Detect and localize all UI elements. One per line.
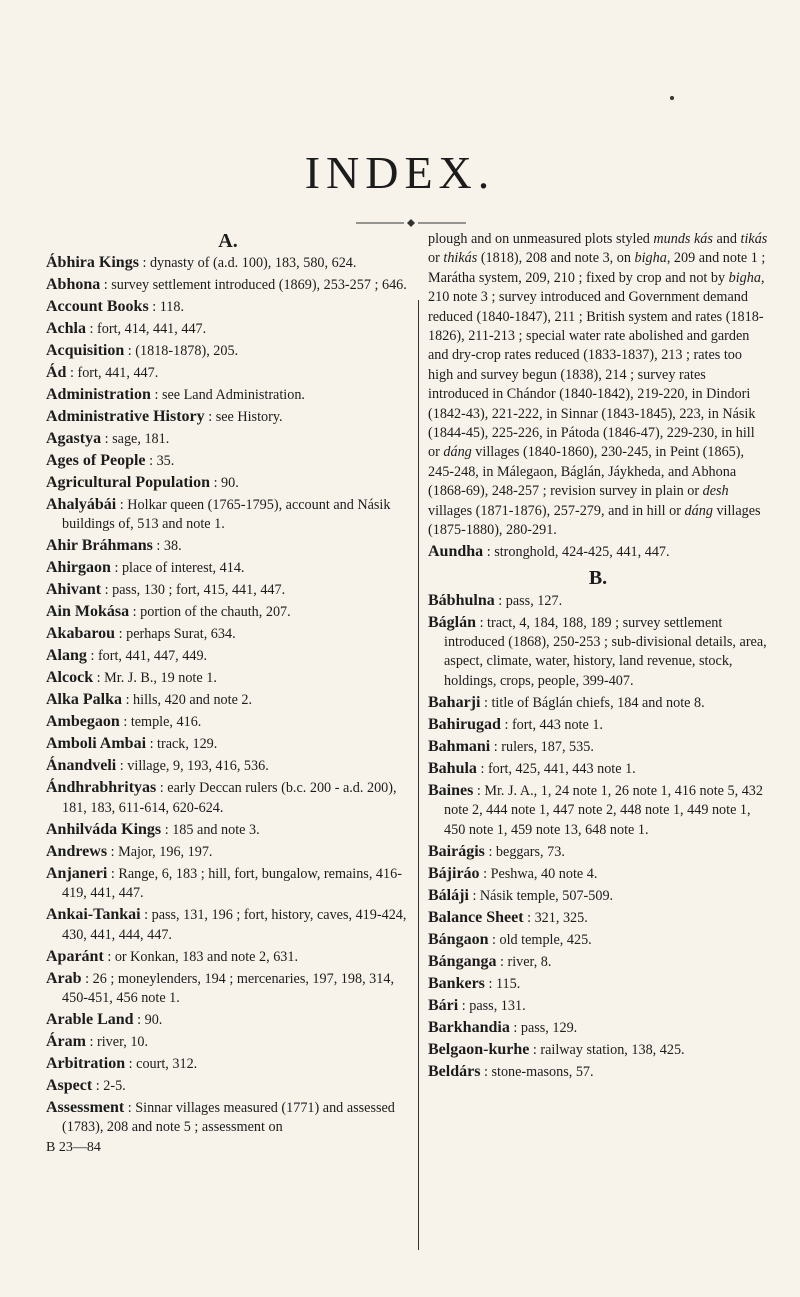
entry-references: : fort, 443 note 1. — [500, 716, 603, 733]
entry-references: : pass, 131. — [458, 997, 526, 1014]
entry-references: : pass, 127. — [494, 592, 563, 609]
entry-headword: Assessment — [46, 1099, 125, 1117]
index-entry — [46, 297, 410, 317]
entry-headword: Alcock — [46, 669, 94, 687]
entry-headword: Ages of People — [46, 452, 146, 469]
index-entry — [46, 341, 410, 361]
entry-headword: Achla — [46, 320, 86, 337]
index-entry — [428, 591, 768, 611]
entry-headword: Ahir Bráhmans — [46, 537, 153, 555]
entry-headword: Bahirugad — [428, 715, 501, 733]
entry-references: : place of interest, 414. — [110, 560, 245, 577]
entry-references: : (1818-1878), 205. — [124, 343, 239, 359]
entry-headword: Belgaon-kurhe — [428, 1040, 530, 1058]
print-speck — [670, 96, 674, 100]
entry-references: : stone-masons, 57. — [480, 1063, 594, 1080]
index-entry — [428, 715, 768, 735]
entry-references: : track, 129. — [146, 736, 218, 753]
entry-references: : river, 10. — [85, 1034, 149, 1051]
index-entry — [428, 930, 768, 950]
index-entry — [46, 624, 410, 644]
entry-headword: Arab — [46, 969, 82, 987]
entry-headword: Bábhulna — [428, 591, 495, 609]
entry-headword: Arable Land — [46, 1011, 134, 1029]
index-entry — [46, 905, 410, 945]
entry-headword: Agastya — [46, 430, 102, 447]
title-ornament-divider — [356, 218, 466, 228]
entry-references: : fort, 441, 447, 449. — [86, 648, 208, 665]
entry-references: : beggars, 73. — [484, 843, 565, 860]
section-letter-b: B. — [588, 566, 608, 589]
entry-references: : survey settlement introduced (1869), 253-257 ; 646. — [100, 277, 407, 293]
entry-references: : Mr. J. A., 1, 24 note 1, 26 note 1, 416 note 5, 432 note 2, 444 note 1, 447 note 2, 448 note 1, 449 note 1, 450 note 1, 459 note 13, 648 note 1. — [444, 782, 763, 838]
entry-headword: Bairágis — [428, 842, 485, 860]
entry-list-a — [46, 253, 410, 1138]
entry-references: : court, 312. — [125, 1056, 198, 1073]
entry-headword: Arbitration — [46, 1055, 126, 1073]
entry-headword: Aparánt — [46, 947, 104, 965]
entry-references: : temple, 416. — [119, 714, 202, 731]
index-entry — [46, 451, 410, 471]
index-entry — [46, 536, 410, 556]
entry-headword: Bári — [428, 996, 459, 1014]
index-entry — [46, 275, 410, 295]
entry-headword: Ánandveli — [46, 757, 117, 775]
entry-references: : stronghold, 424-425, 441, 447. — [483, 544, 670, 561]
entry-headword: Andrews — [46, 842, 108, 860]
entry-headword: Abhona — [46, 276, 101, 293]
entry-references: : old temple, 425. — [488, 931, 592, 948]
entry-references: : pass, 131, 196 ; fort, history, caves, 419-424, 430, 441, 444, 447. — [62, 907, 407, 943]
index-entry — [428, 1018, 768, 1038]
index-entry — [428, 759, 768, 779]
index-entry — [46, 668, 410, 688]
entry-references: : sage, 181. — [101, 431, 170, 447]
index-entry — [46, 495, 410, 535]
entry-references: : 90. — [133, 1012, 163, 1029]
entry-references: : Range, 6, 183 ; hill, fort, bungalow, remains, 416-419, 441, 447. — [62, 865, 402, 902]
entry-references: : Major, 196, 197. — [107, 843, 213, 860]
entry-references: : portion of the chauth, 207. — [129, 604, 291, 621]
index-entry — [46, 253, 410, 273]
index-entry — [428, 864, 768, 884]
entry-references: : river, 8. — [496, 953, 552, 970]
index-entry — [428, 781, 768, 840]
index-entry — [428, 542, 768, 562]
index-entry — [46, 580, 410, 600]
index-entry — [46, 1054, 410, 1074]
entry-headword: Acquisition — [46, 342, 125, 359]
index-entry — [428, 908, 768, 928]
index-entry — [46, 947, 410, 967]
index-entry — [46, 864, 410, 904]
index-entry — [46, 646, 410, 666]
index-column-right — [428, 230, 768, 1084]
index-entry — [46, 1076, 410, 1096]
entry-references: : Peshwa, 40 note 4. — [479, 865, 598, 882]
index-entry — [46, 558, 410, 578]
entry-headword: Báláji — [428, 886, 469, 904]
entry-headword: Anjaneri — [46, 864, 108, 882]
index-entry — [428, 1040, 768, 1060]
entry-references: : hills, 420 and note 2. — [122, 692, 253, 709]
entry-references: : 115. — [484, 975, 521, 992]
index-entry — [428, 842, 768, 862]
signature-mark: B 23—84 — [46, 1140, 101, 1156]
entry-references: : or Konkan, 183 and note 2, 631. — [103, 948, 299, 965]
index-entry — [46, 712, 410, 732]
section-letter-a: A. — [218, 230, 238, 252]
entry-headword: Ankai-Tankai — [46, 906, 141, 924]
entry-headword: Baharji — [428, 693, 481, 711]
index-entry — [46, 690, 410, 710]
entry-headword: Bánganga — [428, 952, 497, 970]
index-entry — [46, 473, 410, 493]
entry-references: : 2-5. — [92, 1078, 126, 1095]
entry-references: : early Deccan rulers (b.c. 200 - a.d. 200), 181, 183, 611-614, 620-624. — [62, 780, 397, 816]
entry-headword: Akabarou — [46, 625, 116, 643]
entry-headword: Ahalyábái — [46, 496, 117, 513]
index-entry — [46, 778, 410, 818]
page-title: INDEX. — [304, 147, 496, 198]
entry-references: : title of Báglán chiefs, 184 and note 8. — [480, 694, 705, 711]
entry-headword: Aundha — [428, 543, 484, 561]
entry-references: : rulers, 187, 535. — [490, 738, 594, 755]
entry-headword: Administration — [46, 386, 151, 403]
index-entry — [46, 429, 410, 449]
index-entry — [428, 737, 768, 757]
entry-headword: Beldárs — [428, 1062, 481, 1080]
entry-references: : fort, 425, 441, 443 note 1. — [476, 760, 636, 777]
index-entry — [46, 385, 410, 405]
entry-headword: Anhilváda Kings — [46, 820, 162, 838]
continued-entry-text: plough and on unmeasured plots styled munds kás and tikás or thikás (1818), 208 and note 3, on bigha, 209 and note 1 ; Marátha system, 209, 210 ; fixed by crop and not by bigha, 210 note 3 ; survey introduced and Government demand reduced (1840-1847), 211 ; British system and rates (1818-1826), 211-213 ; special water rate abolished and garden and dry-crop rates reduced (1833-1837), 213 ; rates too high and survey begun (1838), 214 ; survey rates introduced in Chándor (1840-1842), 219-220, in Dindori (1842-43), 221-222, in Sinnar (1843-1845), 223, in Násik (1844-45), 225-226, in Pátoda (1846-47), 229-230, in hill or dáng villages (1840-1860), 230-245, in Peint (1865), 245-248, in Málegaon, Báglán, Jáykheda, and Abhona (1868-69), 248-257 ; revision survey in plain or desh villages (1871-1876), 257-279, and in hill or dáng villages (1875-1880), 280-291. — [428, 231, 768, 539]
entry-references: : fort, 441, 447. — [66, 365, 159, 381]
entry-references: : village, 9, 193, 416, 536. — [116, 758, 269, 775]
entry-headword: Alka Palka — [46, 691, 123, 709]
entry-references: : Násik temple, 507-509. — [468, 887, 614, 904]
entry-references: : 185 and note 3. — [161, 821, 260, 838]
index-column-left — [46, 230, 410, 1157]
entry-headword: Agricultural Population — [46, 474, 211, 491]
index-entry — [428, 613, 768, 692]
entry-headword: Aspect — [46, 1077, 93, 1095]
index-entry — [46, 842, 410, 862]
entry-headword: Bankers — [428, 974, 485, 992]
index-entry — [428, 886, 768, 906]
entry-headword: Baines — [428, 781, 474, 799]
index-entry — [46, 363, 410, 383]
entry-headword: Ándhrabhrityas — [46, 779, 157, 797]
index-entry — [46, 319, 410, 339]
index-entry — [46, 756, 410, 776]
entry-headword: Ád — [46, 364, 67, 381]
index-entry — [428, 974, 768, 994]
index-entry — [46, 969, 410, 1009]
entry-headword: Barkhandia — [428, 1018, 510, 1036]
index-entry — [46, 820, 410, 840]
index-entry — [46, 407, 410, 427]
entry-references: : Holkar queen (1765-1795), account and Násik buildings of, 513 and note 1. — [62, 497, 391, 533]
entry-references: : 38. — [152, 538, 182, 555]
index-entry — [46, 734, 410, 754]
entry-references: : perhaps Surat, 634. — [115, 626, 236, 643]
index-entry — [46, 1032, 410, 1052]
entry-headword: Bángaon — [428, 930, 489, 948]
entry-headword: Administrative History — [46, 408, 205, 425]
index-entry — [46, 602, 410, 622]
entry-references: : pass, 129. — [509, 1019, 578, 1036]
entry-list-b — [428, 591, 768, 1082]
entry-headword: Ambegaon — [46, 713, 120, 731]
entry-headword: Ábhira Kings — [46, 254, 139, 271]
index-entry — [428, 952, 768, 972]
entry-references: : Mr. J. B., 19 note 1. — [93, 670, 217, 687]
index-entry — [428, 996, 768, 1016]
index-entry — [428, 1062, 768, 1082]
entry-headword: Ain Mokása — [46, 603, 130, 621]
entry-references: : railway station, 138, 425. — [529, 1041, 685, 1058]
entry-references: : 26 ; moneylenders, 194 ; mercenaries, 197, 198, 314, 450-451, 456 note 1. — [62, 970, 395, 1007]
index-entry — [46, 1010, 410, 1030]
entry-headword: Alang — [46, 647, 87, 665]
entry-references: : fort, 414, 441, 447. — [86, 321, 207, 337]
entry-references: : 90. — [210, 475, 239, 491]
entry-headword: Balance Sheet — [428, 908, 524, 926]
entry-references: : 118. — [148, 299, 185, 315]
entry-references: : 35. — [145, 453, 175, 469]
entry-headword: Bahmani — [428, 737, 491, 755]
entry-references: : dynasty of (a.d. 100), 183, 580, 624. — [138, 255, 357, 271]
entry-headword: Amboli Ambai — [46, 735, 147, 753]
entry-references: : see Land Administration. — [150, 387, 305, 403]
column-divider — [418, 300, 419, 1250]
entry-references: : pass, 130 ; fort, 415, 441, 447. — [101, 582, 286, 599]
entry-references: : tract, 4, 184, 188, 189 ; survey settlement introduced (1868), 250-253 ; sub-divisional details, area, aspect, climate, water, history, land revenue, stock, holdings, crops, people, 399-407. — [444, 614, 767, 689]
entry-references: : see History. — [204, 409, 283, 425]
entry-list-a-continued — [428, 542, 768, 562]
entry-references: : 321, 325. — [523, 909, 588, 926]
entry-headword: Ahirgaon — [46, 559, 111, 577]
index-entry — [46, 1098, 410, 1138]
entry-references: : Sinnar villages measured (1771) and assessed (1783), 208 and note 5 ; assessment on — [62, 1100, 395, 1136]
entry-headword: Báglán — [428, 613, 477, 631]
entry-headword: Bahula — [428, 759, 477, 777]
entry-headword: Account Books — [46, 298, 149, 315]
index-entry — [428, 693, 768, 713]
entry-headword: Bájiráo — [428, 864, 480, 882]
entry-headword: Ahivant — [46, 581, 102, 599]
entry-headword: Áram — [46, 1033, 86, 1051]
